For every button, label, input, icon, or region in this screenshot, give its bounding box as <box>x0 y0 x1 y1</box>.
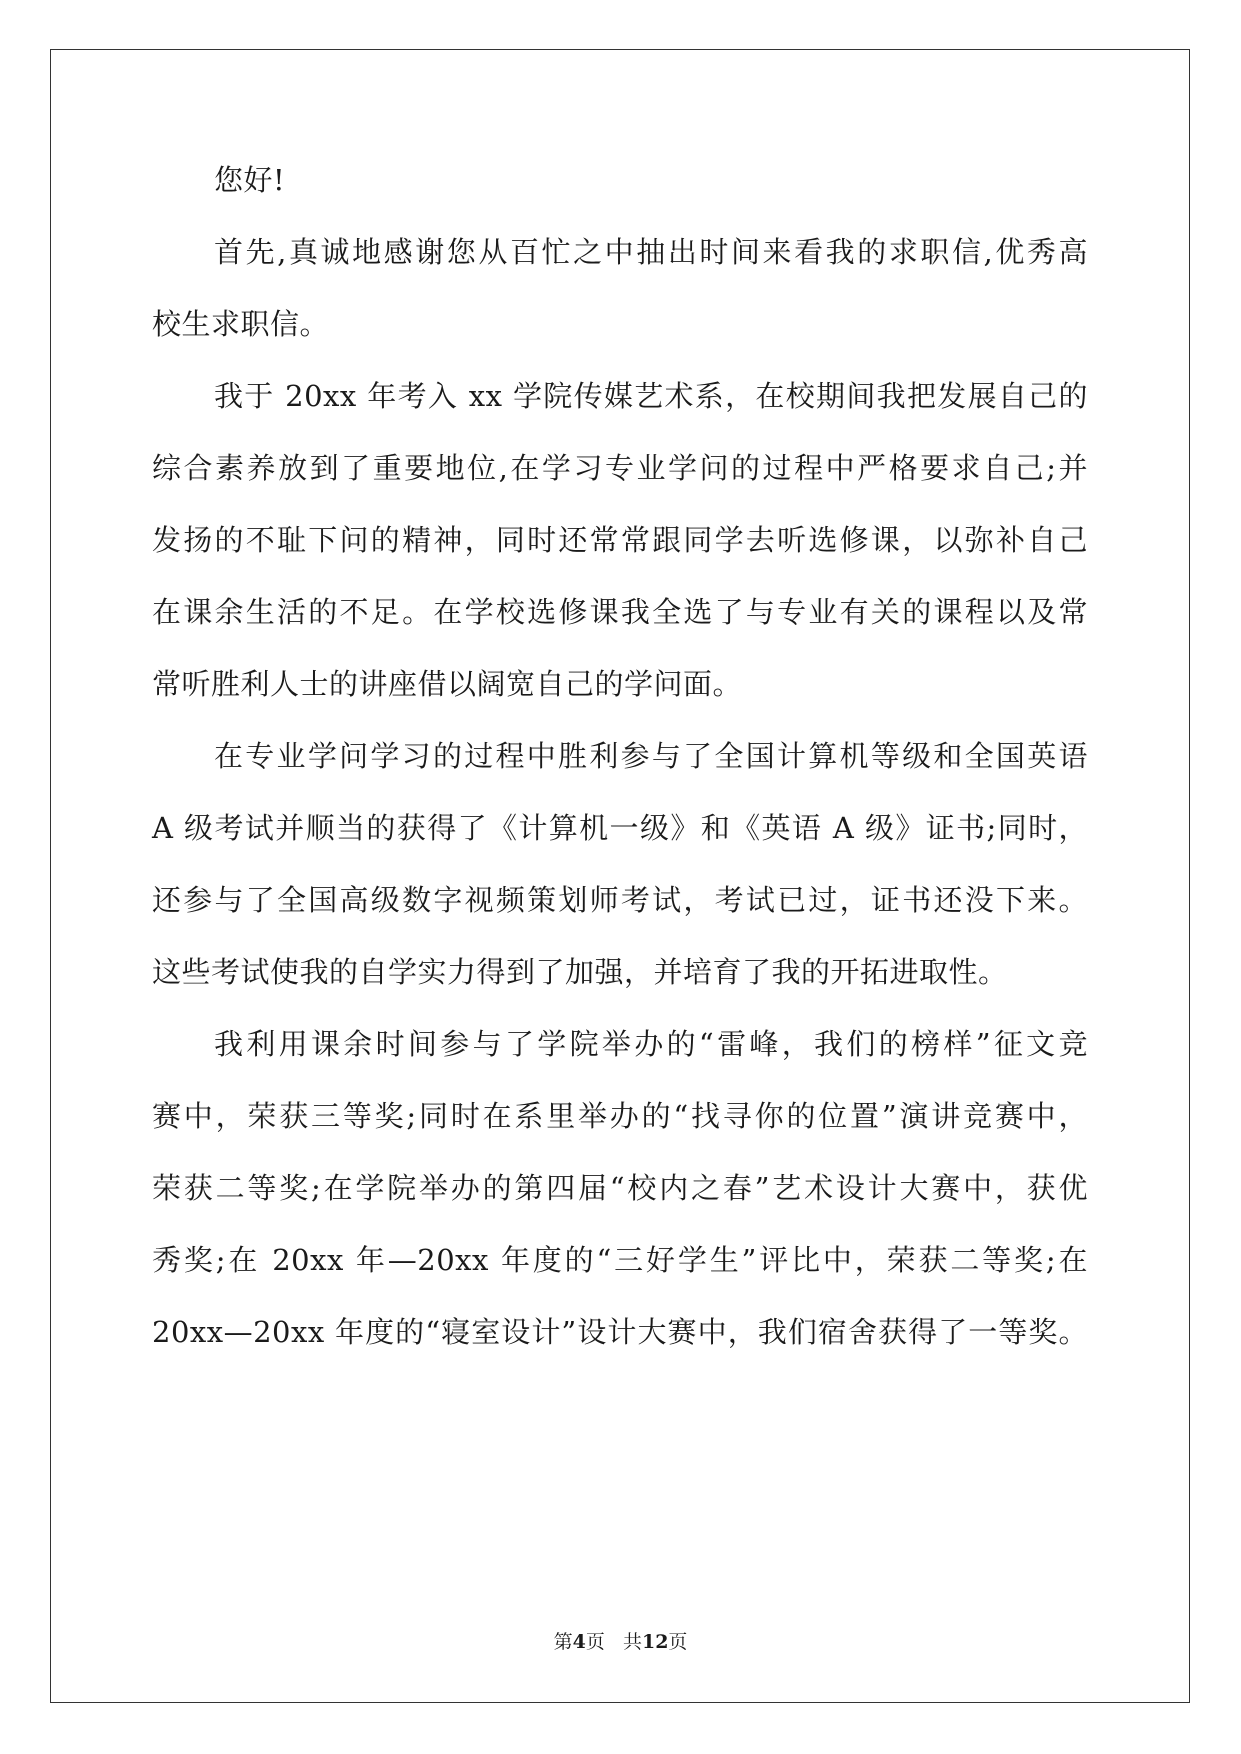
paragraph-2-line-1: 我于 20xx 年考入 xx 学院传媒艺术系，在校期间我把发展自己的 <box>214 379 1088 413</box>
paragraph-3-line-3: 还参与了全国高级数字视频策划师考试，考试已过，证书还没下来。 <box>152 883 1088 917</box>
paragraph-4-line-3: 荣获二等奖;在学院举办的第四届“校内之春”艺术设计大赛中，获优 <box>152 1171 1088 1205</box>
footer-total-unit: 页 <box>668 1631 688 1653</box>
page-footer <box>0 1630 1241 1654</box>
paragraph-2-line-3: 发扬的不耻下问的精神，同时还常常跟同学去听选修课，以弥补自己 <box>152 523 1088 557</box>
paragraph-3-line-1: 在专业学问学习的过程中胜利参与了全国计算机等级和全国英语 <box>214 739 1088 773</box>
paragraph-1-line-2: 校生求职信。 <box>152 307 330 341</box>
paragraph-4-line-4: 秀奖;在 20xx 年—20xx 年度的“三好学生”评比中，荣获二等奖;在 <box>152 1243 1088 1277</box>
paragraph-4-line-5: 20xx—20xx 年度的“寝室设计”设计大赛中，我们宿舍获得了一等奖。 <box>152 1315 1088 1349</box>
paragraph-2-line-2: 综合素养放到了重要地位,在学习专业学问的过程中严格要求自己;并 <box>152 451 1088 485</box>
paragraph-1-line-1: 首先,真诚地感谢您从百忙之中抽出时间来看我的求职信,优秀高 <box>214 235 1088 269</box>
total-pages-number: 12 <box>641 1631 669 1653</box>
paragraph-3-line-4: 这些考试使我的自学实力得到了加强，并培育了我的开拓进取性。 <box>152 955 1008 989</box>
footer-prefix: 第 <box>553 1631 573 1653</box>
paragraph-4-line-1: 我利用课余时间参与了学院举办的“雷峰，我们的榜样”征文竞 <box>214 1027 1088 1061</box>
salutation-line: 您好! <box>214 163 286 197</box>
paragraph-2-line-5: 常听胜利人士的讲座借以阔宽自己的学问面。 <box>152 667 743 701</box>
current-page-number: 4 <box>572 1631 586 1653</box>
page-border <box>50 49 1190 1703</box>
footer-total-prefix: 共 <box>622 1631 642 1653</box>
paragraph-4-line-2: 赛中，荣获三等奖;同时在系里举办的“找寻你的位置”演讲竞赛中， <box>152 1099 1088 1133</box>
paragraph-3-line-2: A 级考试并顺当的获得了《计算机一级》和《英语 A 级》证书;同时， <box>152 811 1088 845</box>
paragraph-2-line-4: 在课余生活的不足。在学校选修课我全选了与专业有关的课程以及常 <box>152 595 1088 629</box>
footer-page-unit: 页 <box>585 1631 605 1653</box>
